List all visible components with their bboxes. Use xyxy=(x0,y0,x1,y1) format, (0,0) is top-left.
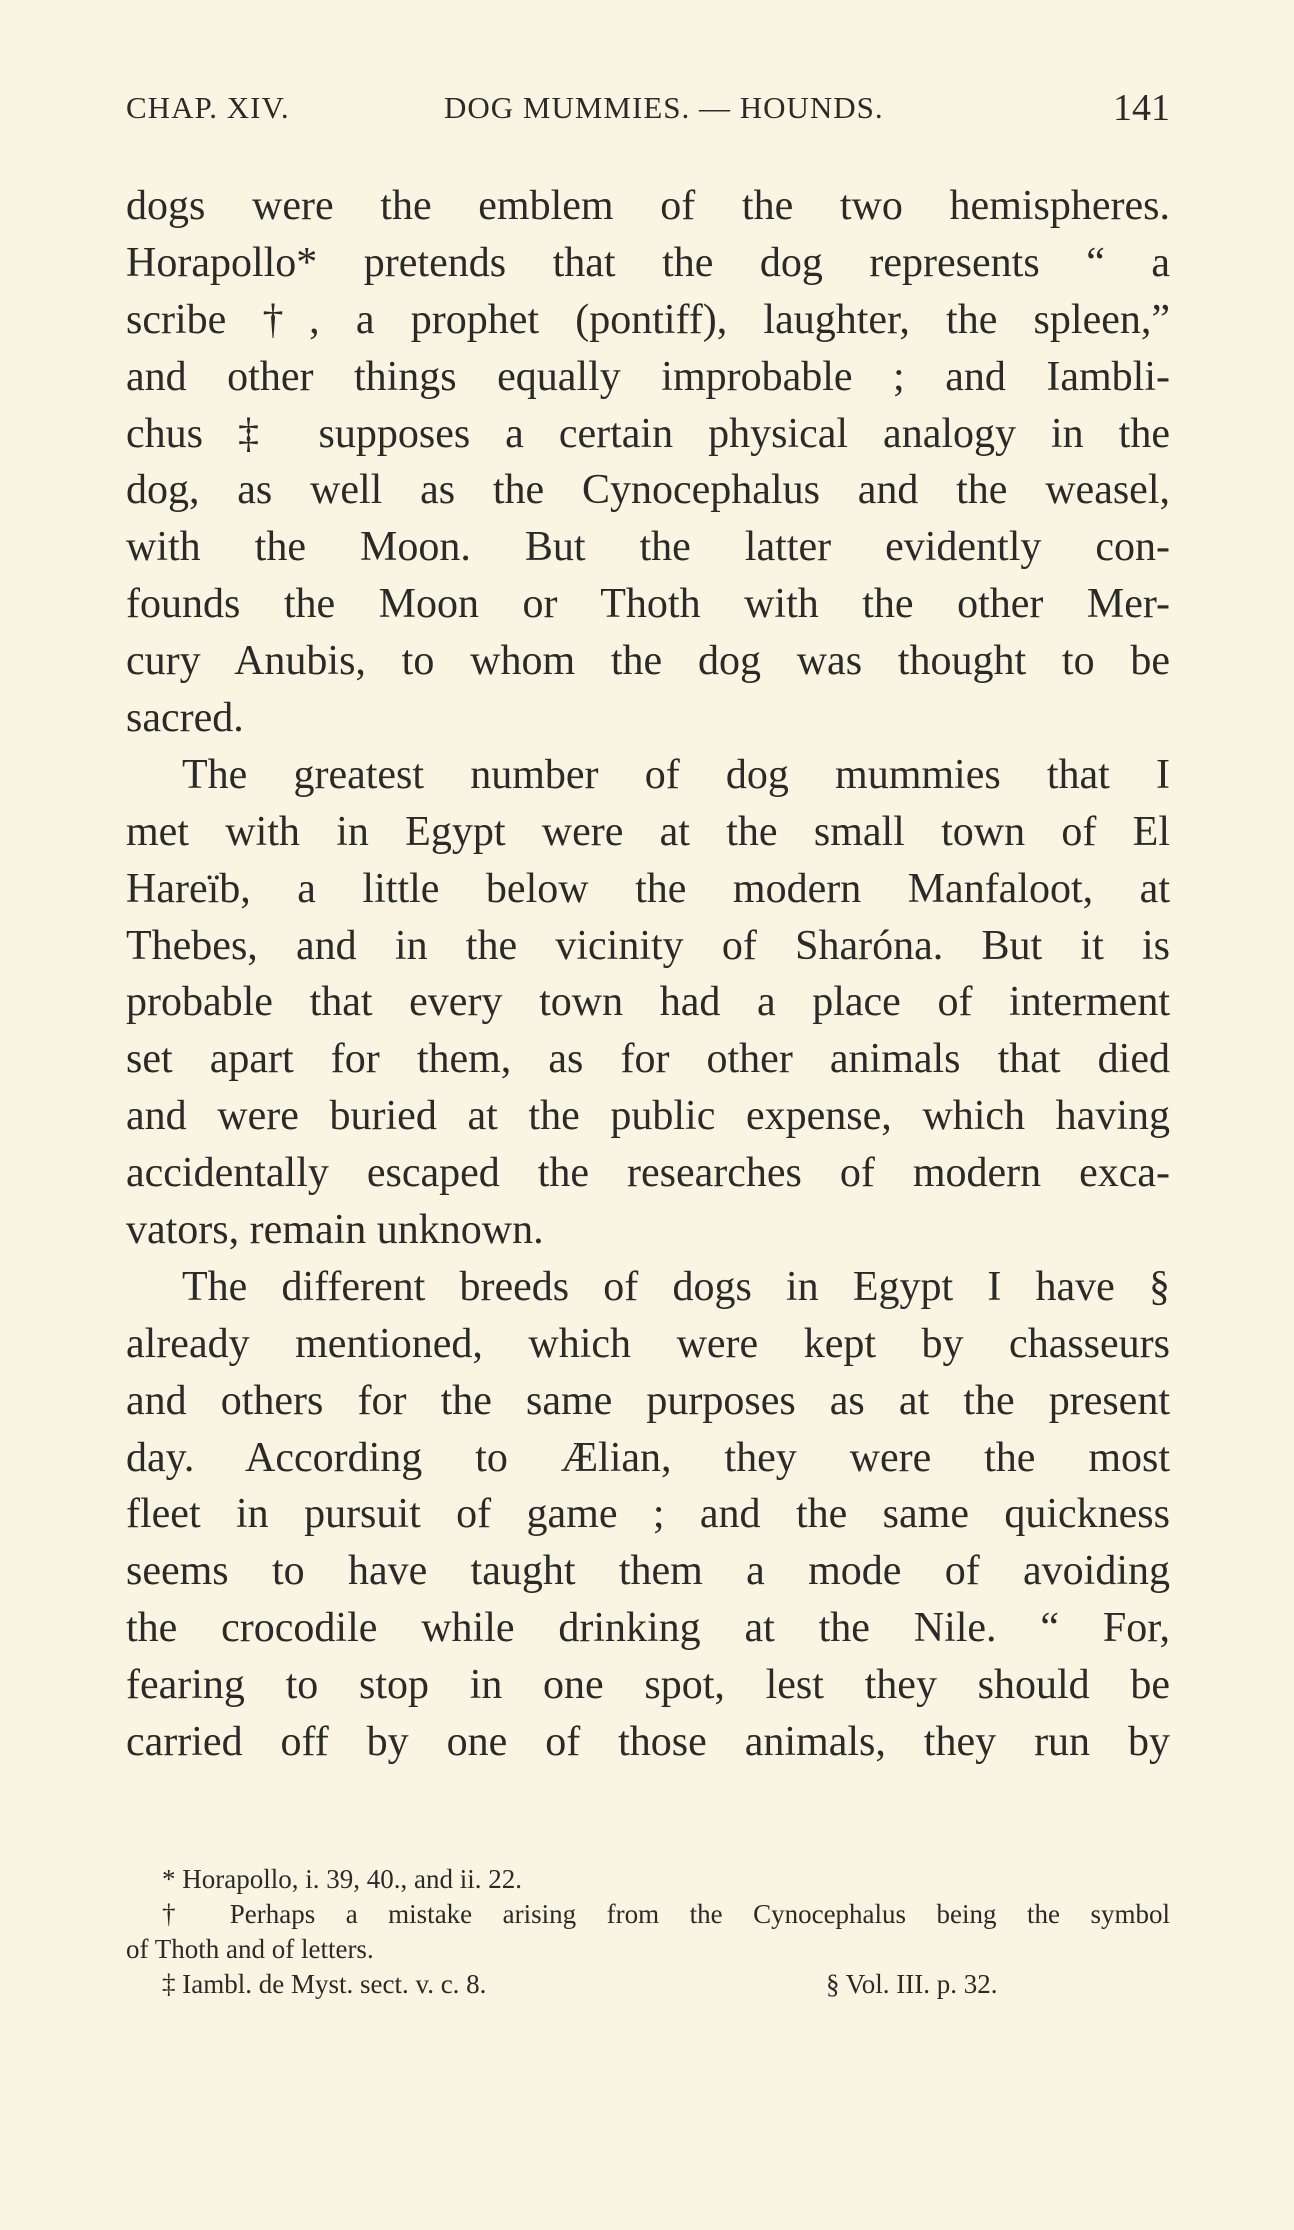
footnote-perhaps: † Perhaps a mistake arising from the Cynocephalus being the symbol xyxy=(162,1899,1170,1929)
text-line: accidentally escaped the researches of modern exca- xyxy=(126,1150,1170,1197)
footnotes xyxy=(126,1862,1170,2002)
text-line: seems to have taught them a mode of avoiding xyxy=(126,1548,1170,1595)
footnote-perhaps-continued: of Thoth and of letters. xyxy=(126,1934,374,1964)
text-line: the crocodile while drinking at the Nile. “ For, xyxy=(126,1605,1170,1652)
text-line: with the Moon. But the latter evidently con- xyxy=(126,524,1170,571)
paragraph-start-line: The greatest number of dog mummies that I xyxy=(182,751,1170,798)
running-head xyxy=(126,86,1170,136)
text-line: vators, remain unknown. xyxy=(126,1207,544,1254)
footnote-row xyxy=(126,1967,1170,2002)
text-line: sacred. xyxy=(126,695,244,742)
text-line: met with in Egypt were at the small town of El xyxy=(126,808,1170,855)
footnote-iamblichus: ‡ Iambl. de Myst. sect. v. c. 8. xyxy=(162,1969,487,1999)
text-line: day. According to Ælian, they were the most xyxy=(126,1434,1170,1481)
text-line: dogs were the emblem of the two hemispheres. xyxy=(126,183,1170,229)
running-title: DOG MUMMIES. — HOUNDS. xyxy=(444,90,884,125)
text-line: and other things equally improbable ; and Iambli- xyxy=(126,353,1170,400)
text-line: Hareïb, a little below the modern Manfaloot, at xyxy=(126,865,1170,912)
text-line: fleet in pursuit of game ; and the same quickness xyxy=(126,1491,1170,1538)
text-line: set apart for them, as for other animals that died xyxy=(126,1036,1170,1083)
text-line: Horapollo* pretends that the dog represents “ a xyxy=(126,239,1170,286)
text-line: cury Anubis, to whom the dog was thought to be xyxy=(126,638,1170,685)
text-line: probable that every town had a place of interment xyxy=(126,979,1170,1026)
text-line: fearing to stop in one spot, lest they should be xyxy=(126,1662,1170,1709)
footnote-volume: § Vol. III. p. 32. xyxy=(826,1969,998,1999)
paragraph-start-line: The different breeds of dogs in Egypt I have § xyxy=(182,1263,1170,1310)
chapter-label: CHAP. XIV. xyxy=(126,90,290,125)
text-line: dog, as well as the Cynocephalus and the weasel, xyxy=(126,467,1170,514)
text-line: and were buried at the public expense, which having xyxy=(126,1093,1170,1140)
text-line: founds the Moon or Thoth with the other Mer- xyxy=(126,581,1170,628)
body-text xyxy=(126,178,1170,1771)
text-line: already mentioned, which were kept by chasseurs xyxy=(126,1320,1170,1367)
text-line: carried off by one of those animals, they run by xyxy=(126,1719,1170,1766)
text-line: chus ‡ supposes a certain physical analogy in the xyxy=(126,410,1170,457)
text-line: scribe †, a prophet (pontiff), laughter, the spleen,” xyxy=(126,296,1170,343)
text-line: and others for the same purposes as at the present xyxy=(126,1377,1170,1424)
text-line: Thebes, and in the vicinity of Sharóna. But it is xyxy=(126,922,1170,969)
footnote-horapollo: * Horapollo, i. 39, 40., and ii. 22. xyxy=(162,1864,522,1894)
page-number: 141 xyxy=(1113,87,1170,129)
